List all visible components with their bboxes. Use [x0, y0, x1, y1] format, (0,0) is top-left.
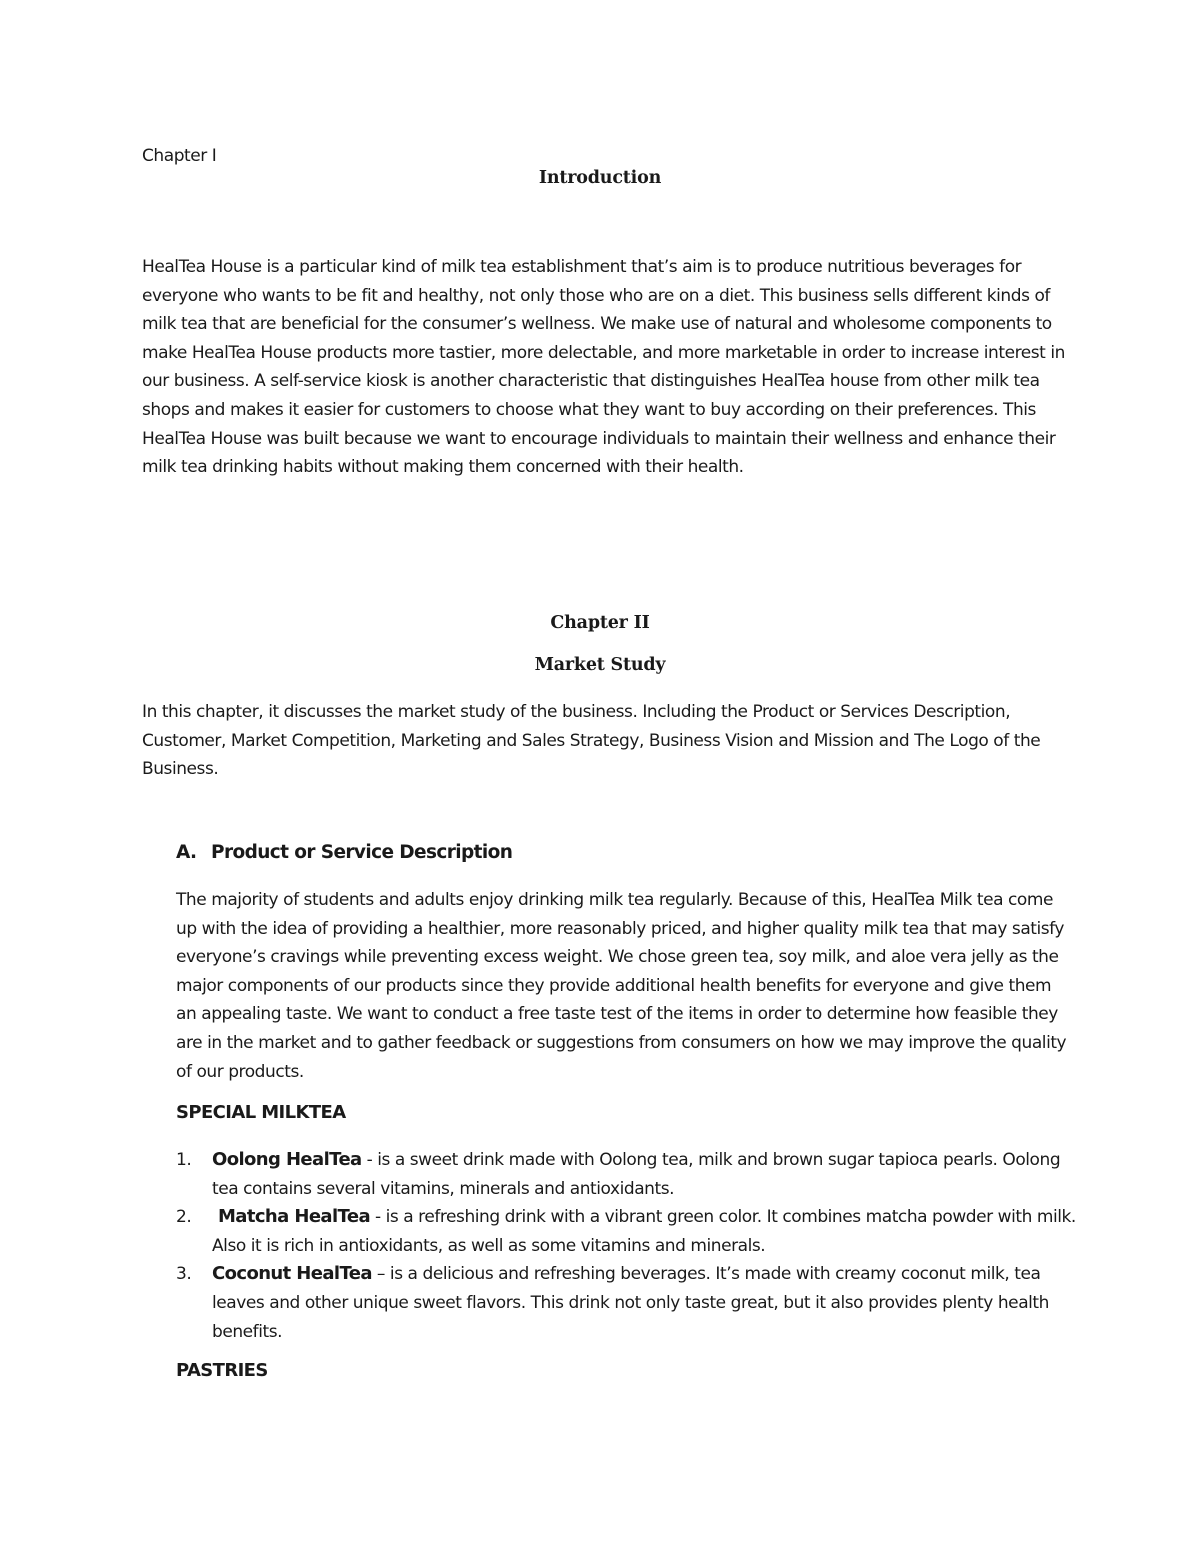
- product-description-paragraph: The majority of students and adults enjoy drinking milk tea regularly. Because of this, HealTea Milk tea come up with the idea of providing a healthier, more reasonably priced, and higher quality milk tea that may satisfy everyone’s cravings while preventing excess weight. We chose green tea, soy milk, and aloe vera jelly as the major components of our products since they provide additional health benefits for everyone and give them an appealing taste. We want to conduct a free taste test of the items in order to determine how feasible they are in the market and to gather feedback or suggestions from consumers on how we may improve the quality of our products.: [176, 890, 1067, 1082]
- list-item: [176, 1203, 1076, 1260]
- chapter-label-2: Chapter II: [550, 613, 650, 633]
- chapter-label: Chapter I: [142, 146, 217, 166]
- list-number: 2.: [176, 1207, 192, 1228]
- product-description: – is a delicious and refreshing beverages. It’s made with creamy coconut milk, tea leaves and other unique sweet flavors. This drink not only taste great, but it also provides plenty health benefits.: [212, 1264, 1049, 1342]
- list-number: 1.: [176, 1150, 192, 1170]
- chapter-title: Introduction: [538, 168, 662, 188]
- chapter-title-2: Market Study: [534, 655, 666, 675]
- section-heading: Product or Service Description: [211, 842, 513, 863]
- product-name: Coconut HealTea: [212, 1263, 372, 1285]
- intro-paragraph: HealTea House is a particular kind of milk tea establishment that’s aim is to produce nutritious beverages for everyone who wants to be fit and healthy, not only those who are on a diet. This business sells different kinds of milk tea that are beneficial for the consumer’s wellness. We make use of natural and wholesome components to make HealTea House products more tastier, more delectable, and more marketable in order to increase interest in our business. A self-service kiosk is another characteristic that distinguishes HealTea house from other milk tea shops and makes it easier for customers to choose what they want to buy according on their preferences. This HealTea House was built because we want to encourage individuals to maintain their wellness and enhance their milk tea drinking habits without making them concerned with their health.: [142, 257, 1065, 478]
- special-milktea-heading: SPECIAL MILKTEA: [176, 1102, 346, 1123]
- product-description: - is a refreshing drink with a vibrant green color. It combines matcha powder with milk. Also it is rich in antioxidants, as well as some vitamins and minerals.: [212, 1207, 1076, 1256]
- market-study-paragraph: In this chapter, it discusses the market study of the business. Including the Product or Services Description, Customer, Market Competition, Marketing and Sales Strategy, Business Vision and Mission and The Logo of the Business.: [142, 702, 1041, 780]
- pastries-heading: PASTRIES: [176, 1360, 268, 1381]
- list-item: [176, 1146, 1076, 1203]
- milktea-list: [176, 1146, 1076, 1346]
- product-name: Matcha HealTea: [218, 1206, 370, 1228]
- product-name: Oolong HealTea: [212, 1149, 362, 1170]
- list-number: 3.: [176, 1264, 192, 1285]
- section-marker: A.: [176, 842, 197, 863]
- product-description: - is a sweet drink made with Oolong tea, milk and brown sugar tapioca pearls. Oolong tea contains several vitamins, minerals and antioxidants.: [212, 1150, 1061, 1199]
- list-item: [176, 1260, 1076, 1346]
